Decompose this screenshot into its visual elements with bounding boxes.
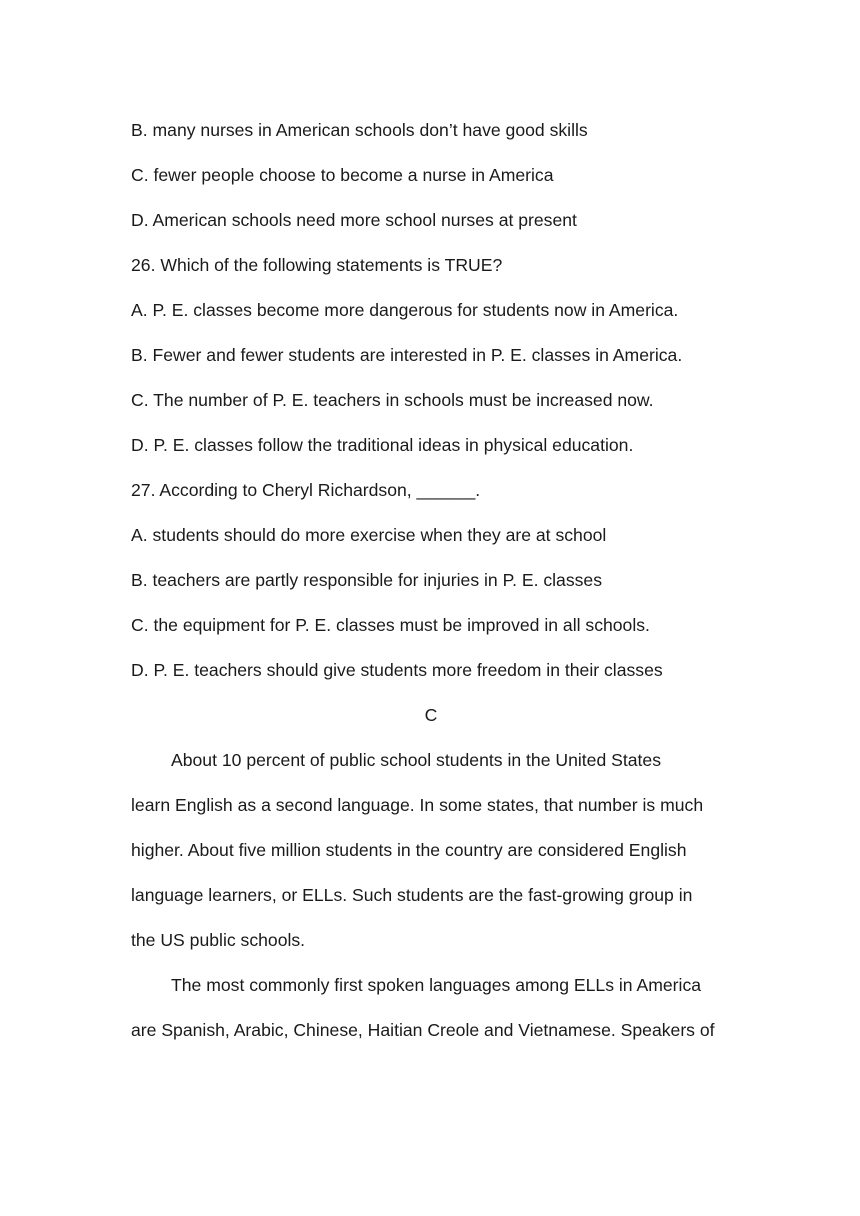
q26-option-b: B. Fewer and fewer students are interested in P. E. classes in America. xyxy=(131,345,683,365)
q26-option-d: D. P. E. classes follow the traditional ideas in physical education. xyxy=(131,435,634,455)
paragraph-2-line-1: The most commonly first spoken languages among ELLs in America xyxy=(171,975,702,995)
paragraph-1 xyxy=(131,738,731,963)
q27-option-c: C. the equipment for P. E. classes must be improved in all schools. xyxy=(131,615,650,635)
q27-stem: 27. According to Cheryl Richardson, ______. xyxy=(131,480,481,500)
section-heading: C xyxy=(424,705,438,725)
paragraph-1-line-3: higher. About five million students in the country are considered English xyxy=(131,840,687,860)
paragraph-1-line-5: the US public schools. xyxy=(131,930,306,950)
paragraph-1-line-4: language learners, or ELLs. Such students are the fast-growing group in xyxy=(131,885,693,905)
q27-option-a: A. students should do more exercise when they are at school xyxy=(131,525,607,545)
paragraph-2-line-2: are Spanish, Arabic, Chinese, Haitian Creole and Vietnamese. Speakers of xyxy=(131,1020,715,1040)
q25-option-b: B. many nurses in American schools don’t have good skills xyxy=(131,120,588,140)
q26-option-c: C. The number of P. E. teachers in schools must be increased now. xyxy=(131,390,654,410)
paragraph-2 xyxy=(131,963,731,1053)
q27-option-b: B. teachers are partly responsible for injuries in P. E. classes xyxy=(131,570,603,590)
paragraph-1-line-1: About 10 percent of public school students in the United States xyxy=(171,750,662,770)
q25-option-d: D. American schools need more school nurses at present xyxy=(131,210,577,230)
q25-option-c: C. fewer people choose to become a nurse in America xyxy=(131,165,554,185)
paragraph-1-line-2: learn English as a second language. In some states, that number is much xyxy=(131,795,704,815)
q26-option-a: A. P. E. classes become more dangerous for students now in America. xyxy=(131,300,679,320)
q26-stem: 26. Which of the following statements is TRUE? xyxy=(131,255,503,275)
document-content xyxy=(131,108,731,1053)
q27-option-d: D. P. E. teachers should give students more freedom in their classes xyxy=(131,660,663,680)
